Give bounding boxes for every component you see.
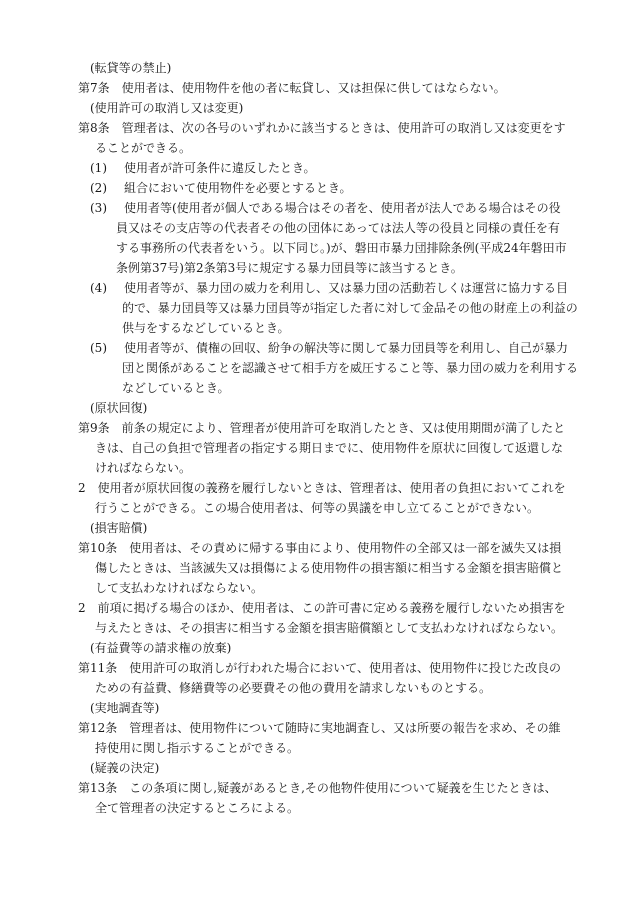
article-8-item-2 xyxy=(78,178,558,198)
item-3-text-4: 条例第37号)第2条第3号に規定する暴力団員等に該当するとき。 xyxy=(116,261,463,275)
article-8-item-1 xyxy=(78,158,558,178)
item-5-label: (5) xyxy=(90,341,107,355)
document-body xyxy=(78,58,579,818)
article-9-para-2-text-1: 使用者が原状回復の義務を履行しないときは、管理者は、使用者の負担においてこれを xyxy=(97,481,566,495)
item-3-text-3: する事務所の代表者をいう。以下同じ。)が、磐田市暴力団排除条例(平成24年磐田市 xyxy=(116,241,567,255)
item-5-text-2: 団と関係があることを認識させて相手方を威圧すること等、暴力団の威力を利用する xyxy=(122,361,579,375)
item-4-label: (4) xyxy=(90,281,107,295)
article-12-caption: (実地調査等) xyxy=(90,701,160,715)
article-9-line-3: ければならない。 xyxy=(95,461,192,475)
item-1-label: (1) xyxy=(90,161,107,175)
article-13-line-2: 全て管理者の決定するところによる。 xyxy=(95,801,300,815)
article-11-line-2: ための有益費、修繕費等の必要費その他の費用を請求しないものとする。 xyxy=(95,681,492,695)
article-7-label: 第7条 xyxy=(78,81,110,95)
article-8-line-1 xyxy=(78,118,566,138)
item-1-text: 使用者が許可条件に違反したとき。 xyxy=(124,161,316,175)
article-9-line-2: きは、自己の負担で管理者の指定する期日までに、使用物件を原状に回復して返還しな xyxy=(95,441,564,455)
article-11-label: 第11条 xyxy=(78,661,118,675)
article-8-item-5 xyxy=(78,338,569,358)
article-9-text-1: 前条の規定により、管理者が使用許可を取消したとき、又は使用期間が満了したと xyxy=(121,421,566,435)
item-5-text-1: 使用者等が、債権の回収、紛争の解決等に関して暴力団員等を利用し、自己が暴力 xyxy=(124,341,569,355)
article-10-para-2-label: 2 xyxy=(78,601,86,615)
item-4-text-2: 的で、暴力団員等又は暴力団員等が指定した者に対して金品その他の財産上の利益の xyxy=(122,301,578,315)
article-9-para-2-line-1 xyxy=(78,478,566,498)
item-4-text-1: 使用者等が、暴力団の威力を利用し、又は暴力団の活動若しくは運営に協力する目 xyxy=(124,281,569,295)
article-12-text-1: 管理者は、使用物件について随時に実地調査し、又は所要の報告を求め、その維 xyxy=(129,721,561,735)
article-12-label: 第12条 xyxy=(78,721,118,735)
article-10-line-2: 傷したときは、当該滅失又は損傷による使用物件の損害額に相当する金額を損害賠償と xyxy=(95,561,564,575)
article-8-line-2: ることができる。 xyxy=(95,141,192,155)
article-9-caption: (原状回復) xyxy=(90,401,148,415)
article-10-text-1: 使用者は、その責めに帰する事由により、使用物件の全部又は一部を滅失又は損 xyxy=(129,541,562,555)
article-12-line-1 xyxy=(78,718,561,738)
article-7-text: 使用者は、使用物件を他の者に転貸し、又は担保に供してはならない。 xyxy=(121,81,506,95)
article-10-label: 第10条 xyxy=(78,541,118,555)
article-7-line-1 xyxy=(78,78,558,98)
article-13-text-1: この条項に関し,疑義があるとき,その他物件使用について疑義を生じたときは、 xyxy=(129,781,557,795)
article-11-caption: (有益費等の請求権の放棄) xyxy=(90,641,232,655)
item-5-text-3: などしているとき。 xyxy=(122,381,230,395)
article-8-caption: (使用許可の取消し又は変更) xyxy=(90,101,244,115)
item-3-text-1: 使用者等(使用者が個人である場合はその者を、使用者が法人である場合はその役 xyxy=(124,201,561,215)
item-2-label: (2) xyxy=(90,181,107,195)
article-10-line-1 xyxy=(78,538,562,558)
article-12-line-2: 持使用に関し指示することができる。 xyxy=(95,741,300,755)
item-3-text-2: 員又はその支店等の代表者その他の団体にあっては法人等の役員と同様の責任を有 xyxy=(116,221,560,235)
article-11-line-1 xyxy=(78,658,562,678)
article-7-caption: (転貸等の禁止) xyxy=(90,61,172,75)
article-13-caption: (疑義の決定) xyxy=(90,761,160,775)
item-2-text: 組合において使用物件を必要とするとき。 xyxy=(124,181,352,195)
article-8-item-4 xyxy=(78,278,569,298)
article-8-text-1: 管理者は、次の各号のいずれかに該当するときは、使用許可の取消し又は変更をす xyxy=(121,121,566,135)
article-8-item-3 xyxy=(78,198,561,218)
article-10-caption: (損害賠償) xyxy=(90,521,148,535)
article-10-para-2-text-1: 前項に掲げる場合のほか、使用者は、この許可書に定める義務を履行しないため損害を xyxy=(97,601,566,615)
item-4-text-3: 供与をするなどしているとき。 xyxy=(122,321,290,335)
item-3-label: (3) xyxy=(90,201,107,215)
article-10-para-2-line-1 xyxy=(78,598,566,618)
article-9-line-1 xyxy=(78,418,566,438)
article-9-label: 第9条 xyxy=(78,421,110,435)
article-10-para-2-line-2: 与えたときは、その損害に相当する金額を損害賠償額として支払わなければならない。 xyxy=(95,621,564,635)
article-13-line-1 xyxy=(78,778,558,798)
article-13-label: 第13条 xyxy=(78,781,118,795)
article-8-label: 第8条 xyxy=(78,121,110,135)
article-9-para-2-label: 2 xyxy=(78,481,86,495)
article-9-para-2-line-2: 行うことができる。この場合使用者は、何等の異議を申し立てることができない。 xyxy=(95,501,540,515)
article-10-line-3: して支払わなければならない。 xyxy=(95,581,264,595)
article-11-text-1: 使用許可の取消しが行われた場合において、使用者は、使用物件に投じた改良の xyxy=(129,661,562,675)
